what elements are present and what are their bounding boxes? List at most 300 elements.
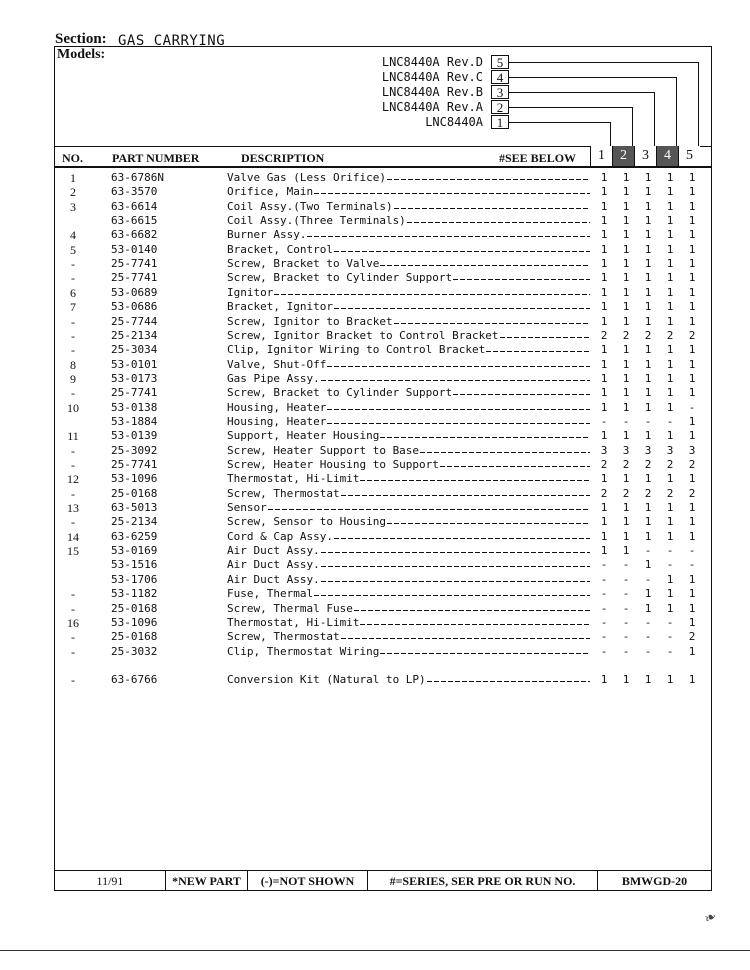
quantity-cell: 1 [688, 615, 696, 629]
quantity-cell: 1 [666, 357, 674, 371]
dot-leader [486, 343, 590, 357]
dot-leader [354, 602, 590, 616]
quantity-cell: 1 [600, 544, 608, 558]
quantity-cell: 2 [688, 630, 696, 644]
quantity-cell: 1 [666, 572, 674, 586]
quantity-cell: 1 [666, 185, 674, 199]
table-row [55, 329, 711, 343]
item-number: - [71, 386, 75, 401]
quantity-cell: 1 [622, 257, 630, 271]
quantity-cell: 1 [600, 314, 608, 328]
quantity-cell: 2 [622, 458, 630, 471]
part-number: 53-0169 [111, 544, 158, 558]
quantity-cell: - [600, 601, 608, 615]
column-header-2: 2 [612, 146, 634, 166]
item-number: 4 [70, 228, 76, 243]
quantity-cell: - [622, 601, 630, 615]
header-description: DESCRIPTION [241, 151, 325, 165]
dot-leader [387, 515, 590, 529]
item-number: - [71, 672, 75, 687]
item-number: 3 [70, 199, 76, 214]
quantity-cell: 1 [600, 472, 608, 486]
quantity-cell: 2 [644, 328, 652, 342]
quantity-cell: 1 [688, 185, 696, 199]
item-number: - [71, 587, 75, 602]
part-description: Screw, Bracket to Cylinder Support [227, 386, 453, 400]
quantity-cell: - [666, 615, 674, 629]
quantity-cell: 1 [622, 314, 630, 328]
part-number: 25-3032 [111, 644, 158, 658]
item-number: 1 [70, 171, 76, 185]
model-connector-line [509, 122, 610, 123]
part-number: 25-7741 [111, 257, 158, 271]
item-number: 11 [67, 429, 79, 444]
quantity-cell: - [622, 414, 630, 428]
quantity-cell: 1 [600, 386, 608, 400]
part-description: Housing, Heater [227, 400, 327, 414]
quantity-cell: 1 [644, 558, 652, 572]
part-number: 25-7741 [111, 386, 158, 400]
item-number: - [71, 458, 75, 472]
quantity-cell: 2 [622, 486, 630, 500]
footer-page-code: BMWGD-20 [597, 871, 711, 891]
item-number: 2 [70, 185, 76, 200]
part-number: 53-0139 [111, 429, 158, 443]
table-row [55, 300, 711, 314]
dot-leader [453, 386, 590, 400]
quantity-cell: 1 [600, 228, 608, 242]
quantity-cell: 1 [688, 472, 696, 486]
footer-rule [55, 870, 711, 871]
quantity-cell: 1 [644, 601, 652, 615]
model-number-box: 3 [491, 85, 509, 99]
quantity-cell: 1 [666, 529, 674, 543]
item-number: 7 [70, 300, 76, 315]
quantity-cell: 1 [688, 587, 696, 601]
quantity-cell: - [644, 615, 652, 629]
quantity-cell: 2 [666, 328, 674, 342]
model-number-box: 4 [491, 70, 509, 84]
quantity-cell: 1 [666, 472, 674, 486]
quantity-cell: 1 [600, 501, 608, 515]
part-description: Thermostat, Hi-Limit [227, 472, 360, 486]
table-row [55, 458, 711, 472]
quantity-cell: 1 [600, 214, 608, 228]
quantity-cell: 1 [688, 386, 696, 400]
part-number: 63-6614 [111, 199, 158, 213]
quantity-cell: - [622, 615, 630, 629]
part-description: Coil Assy.(Two Terminals) [227, 199, 393, 213]
quantity-cell: 1 [688, 228, 696, 242]
item-number: 14 [67, 529, 79, 544]
quantity-cell: 1 [622, 285, 630, 299]
dot-leader [327, 358, 590, 372]
part-number: 25-2134 [111, 328, 158, 342]
quantity-cell: 1 [600, 343, 608, 357]
quantity-cell: 1 [666, 587, 674, 601]
part-description: Bracket, Ignitor [227, 300, 333, 314]
quantity-cell: 1 [600, 199, 608, 213]
quantity-cell: 1 [688, 300, 696, 314]
footer-new-part: *NEW PART [165, 871, 247, 891]
quantity-cell: - [622, 644, 630, 658]
table-row [55, 271, 711, 285]
quantity-cell: 1 [622, 472, 630, 486]
part-description: Screw, Heater Housing to Support [227, 458, 439, 471]
part-description: Valve, Shut-Off [227, 357, 327, 371]
quantity-cell: 1 [644, 429, 652, 443]
quantity-cell: 1 [622, 300, 630, 314]
dot-leader [321, 558, 590, 572]
quantity-cell: 1 [666, 199, 674, 213]
item-number: 13 [67, 501, 79, 516]
quantity-cell: 1 [688, 572, 696, 586]
table-row [55, 315, 711, 329]
quantity-cell: - [600, 644, 608, 658]
header-see-below: #SEE BELOW [499, 151, 577, 165]
quantity-cell: 1 [644, 300, 652, 314]
quantity-cell: 1 [688, 257, 696, 271]
item-number: - [71, 271, 75, 286]
quantity-cell: 2 [688, 486, 696, 500]
quantity-cell: - [600, 414, 608, 428]
part-description: Bracket, Control [227, 242, 333, 256]
quantity-cell: - [600, 615, 608, 629]
quantity-cell: 1 [666, 285, 674, 299]
part-description: Ignitor [227, 285, 274, 299]
item-number: - [71, 486, 75, 501]
quantity-cell: 1 [644, 214, 652, 228]
part-number: 25-0168 [111, 601, 158, 615]
model-name: LNC8440A [425, 115, 483, 129]
dot-leader [394, 315, 590, 329]
table-row [55, 587, 711, 601]
quantity-cell: 2 [622, 328, 630, 342]
table-row [55, 530, 711, 544]
part-number: 53-1096 [111, 615, 158, 629]
quantity-cell: 1 [688, 271, 696, 285]
quantity-cell: 1 [622, 544, 630, 558]
part-description: Burner Assy. [227, 228, 307, 242]
quantity-cell: 1 [644, 357, 652, 371]
quantity-cell: 1 [688, 501, 696, 515]
item-number: - [71, 314, 75, 329]
quantity-cell: - [600, 558, 608, 572]
part-description: Screw, Bracket to Cylinder Support [227, 271, 453, 285]
quantity-cell: - [644, 544, 652, 558]
part-description: Thermostat, Hi-Limit [227, 615, 360, 629]
dot-leader [360, 616, 590, 630]
quantity-cell: 1 [644, 199, 652, 213]
quantity-cell: 1 [644, 171, 652, 184]
quantity-cell: 1 [644, 242, 652, 256]
part-number: 63-6786N [111, 171, 164, 184]
quantity-cell: 1 [666, 371, 674, 385]
quantity-cell: 1 [688, 371, 696, 385]
quantity-cell: 1 [644, 257, 652, 271]
quantity-cell: 2 [688, 458, 696, 471]
quantity-cell: 1 [666, 271, 674, 285]
quantity-cell: 2 [600, 328, 608, 342]
quantity-cell: 2 [644, 486, 652, 500]
quantity-cell: 1 [644, 529, 652, 543]
quantity-cell: 1 [622, 214, 630, 228]
section-label: Section: [55, 31, 107, 47]
model-connector-line [654, 92, 655, 146]
dot-leader [327, 401, 590, 415]
dot-leader [387, 171, 590, 185]
part-number: 25-3092 [111, 443, 158, 457]
model-connector-line [509, 77, 676, 78]
model-number-box: 2 [491, 100, 509, 114]
part-description: Cord & Cap Assy. [227, 529, 333, 543]
part-description: Sensor [227, 501, 267, 515]
quantity-cell: - [644, 572, 652, 586]
quantity-cell: 1 [644, 185, 652, 199]
quantity-cell: 1 [644, 472, 652, 486]
dot-leader [307, 228, 590, 242]
quantity-cell: 1 [666, 228, 674, 242]
quantity-cell: 1 [666, 300, 674, 314]
dot-leader [341, 630, 590, 644]
quantity-cell: 1 [644, 343, 652, 357]
quantity-cell: 1 [666, 343, 674, 357]
model-name: LNC8440A Rev.D [381, 55, 483, 69]
table-row [55, 228, 711, 242]
quantity-cell: 2 [666, 458, 674, 471]
quantity-cell: 1 [688, 343, 696, 357]
quantity-cell: 2 [600, 458, 608, 471]
quantity-cell: - [644, 630, 652, 644]
quantity-cell: 1 [622, 343, 630, 357]
model-connector-line [698, 62, 699, 146]
quantity-cell: 1 [688, 199, 696, 213]
quantity-cell: 1 [688, 171, 696, 184]
quantity-cell: 1 [666, 429, 674, 443]
quantity-cell: 3 [666, 443, 674, 457]
quantity-cell: 1 [600, 400, 608, 414]
quantity-cell: 1 [600, 185, 608, 199]
quantity-cell: 1 [644, 587, 652, 601]
quantity-cell: 1 [622, 501, 630, 515]
quantity-cell: 3 [644, 443, 652, 457]
table-row [55, 429, 711, 443]
table-row [55, 472, 711, 486]
part-description: Gas Pipe Assy. [227, 371, 320, 385]
table-row [55, 602, 711, 616]
part-description: Screw, Ignitor Bracket to Control Bracket [227, 328, 499, 342]
part-number: 53-1884 [111, 414, 158, 428]
quantity-cell: 1 [666, 601, 674, 615]
quantity-cell: 1 [688, 529, 696, 543]
table-row [55, 372, 711, 386]
quantity-cell: 1 [666, 386, 674, 400]
quantity-cell: 1 [644, 314, 652, 328]
quantity-cell: 1 [666, 242, 674, 256]
quantity-cell: 2 [666, 486, 674, 500]
quantity-cell: 1 [644, 371, 652, 385]
item-number: 10 [67, 400, 79, 415]
dot-leader [380, 645, 590, 659]
quantity-cell: - [600, 587, 608, 601]
part-number: 63-5013 [111, 501, 158, 515]
table-row [55, 616, 711, 630]
quantity-cell: 1 [600, 242, 608, 256]
item-number: 5 [70, 242, 76, 257]
table-row [55, 286, 711, 300]
part-description: Screw, Heater Support to Base [227, 443, 420, 457]
table-row [55, 558, 711, 572]
table-row [55, 444, 711, 458]
part-description: Air Duct Assy. [227, 544, 320, 558]
quantity-cell: 1 [600, 300, 608, 314]
part-description: Fuse, Thermal [227, 587, 314, 601]
dot-leader [440, 458, 590, 472]
model-connector-line [676, 77, 677, 146]
quantity-cell: - [644, 414, 652, 428]
part-description: Support, Heater Housing [227, 429, 380, 443]
table-row [55, 501, 711, 515]
quantity-cell: 1 [688, 357, 696, 371]
quantity-cell: 1 [600, 285, 608, 299]
model-connector-line [509, 92, 654, 93]
quantity-cell: 1 [622, 228, 630, 242]
dot-leader [314, 185, 590, 199]
quantity-cell: 1 [622, 357, 630, 371]
dot-leader [334, 243, 590, 257]
quantity-cell: 1 [666, 257, 674, 271]
quantity-cell: 2 [644, 458, 652, 471]
quantity-cell: 1 [600, 171, 608, 184]
part-description: Air Duct Assy. [227, 558, 320, 572]
dot-leader [380, 257, 590, 271]
quantity-cell: 1 [688, 515, 696, 529]
quantity-cell: 1 [688, 429, 696, 443]
item-number: - [71, 343, 75, 358]
item-number: 12 [67, 472, 79, 487]
quantity-cell: 1 [644, 271, 652, 285]
quantity-cell: 1 [644, 386, 652, 400]
dot-leader [327, 415, 590, 429]
quantity-cell: 1 [644, 228, 652, 242]
quantity-cell: 1 [666, 515, 674, 529]
part-description: Coil Assy.(Three Terminals) [227, 214, 406, 228]
quantity-cell: 1 [622, 529, 630, 543]
table-row [55, 515, 711, 529]
dot-leader [334, 530, 590, 544]
table-row [55, 401, 711, 415]
item-number: - [71, 630, 75, 645]
dot-leader [314, 587, 590, 601]
part-number: 53-0173 [111, 371, 158, 385]
quantity-cell: 1 [666, 214, 674, 228]
table-row [55, 630, 711, 644]
quantity-cell: - [666, 544, 674, 558]
header-no: NO. [62, 151, 83, 165]
part-description: Screw, Thermal Fuse [227, 601, 353, 615]
dot-leader [321, 544, 590, 558]
model-connector-line [509, 107, 632, 108]
quantity-cell: 3 [622, 443, 630, 457]
quantity-cell: 3 [688, 443, 696, 457]
part-description: Valve Gas (Less Orifice) [227, 171, 386, 184]
quantity-cell: - [644, 644, 652, 658]
model-connector-line [610, 122, 611, 146]
part-number: 63-3570 [111, 185, 158, 199]
part-number: 53-1516 [111, 558, 158, 572]
part-description: Screw, Thermostat [227, 630, 340, 644]
quantity-cell: 1 [600, 529, 608, 543]
quantity-cell: 1 [600, 429, 608, 443]
quantity-cell: - [622, 572, 630, 586]
quantity-cell: 1 [688, 285, 696, 299]
quantity-cell: 2 [600, 486, 608, 500]
footer-series-note: #=SERIES, SER PRE OR RUN NO. [367, 871, 597, 891]
quantity-cell: 1 [622, 185, 630, 199]
dot-leader [427, 673, 590, 687]
quantity-cell: 1 [622, 171, 630, 184]
quantity-cell: 1 [644, 400, 652, 414]
item-number: 9 [70, 371, 76, 386]
item-number: - [71, 328, 75, 343]
quantity-cell: - [666, 558, 674, 572]
quantity-cell: 1 [666, 501, 674, 515]
model-connector-line [509, 62, 698, 63]
quantity-cell: 1 [622, 242, 630, 256]
column-header-3: 3 [634, 146, 656, 166]
header-rule [55, 166, 711, 168]
quantity-cell: 1 [688, 242, 696, 256]
part-number: 25-7741 [111, 271, 158, 285]
table-row [55, 200, 711, 214]
quantity-cell: 1 [600, 257, 608, 271]
part-number: 25-2134 [111, 515, 158, 529]
quantity-cell: 1 [644, 515, 652, 529]
column-header-4: 4 [656, 146, 678, 166]
item-number: 6 [70, 285, 76, 300]
quantity-cell: 1 [622, 199, 630, 213]
part-description: Air Duct Assy. [227, 572, 320, 586]
item-number: - [71, 515, 75, 530]
quantity-cell: 1 [644, 672, 652, 686]
quantity-cell: - [622, 630, 630, 644]
quantity-cell: - [666, 630, 674, 644]
quantity-cell: - [666, 414, 674, 428]
part-number: 53-1182 [111, 587, 158, 601]
part-description: Conversion Kit (Natural to LP) [227, 672, 426, 686]
quantity-cell: - [622, 587, 630, 601]
dot-leader [380, 429, 590, 443]
part-number: 63-6682 [111, 228, 158, 242]
model-connector-line [632, 107, 633, 146]
part-description: Orifice, Main [227, 185, 314, 199]
header-part-number: PART NUMBER [112, 151, 200, 165]
part-description: Housing, Heater [227, 414, 327, 428]
table-row [55, 415, 711, 429]
part-description: Screw, Ignitor to Bracket [227, 314, 393, 328]
quantity-cell: 1 [622, 400, 630, 414]
model-name: LNC8440A Rev.C [381, 70, 483, 84]
item-number: - [71, 644, 75, 659]
part-number: 53-0140 [111, 242, 158, 256]
quantity-cell: 1 [688, 672, 696, 686]
quantity-cell: 1 [600, 672, 608, 686]
table-row [55, 343, 711, 357]
table-row [55, 243, 711, 257]
footer-date: 11/91 [96, 874, 124, 888]
quantity-cell: 1 [688, 414, 696, 428]
part-number: 53-0689 [111, 285, 158, 299]
